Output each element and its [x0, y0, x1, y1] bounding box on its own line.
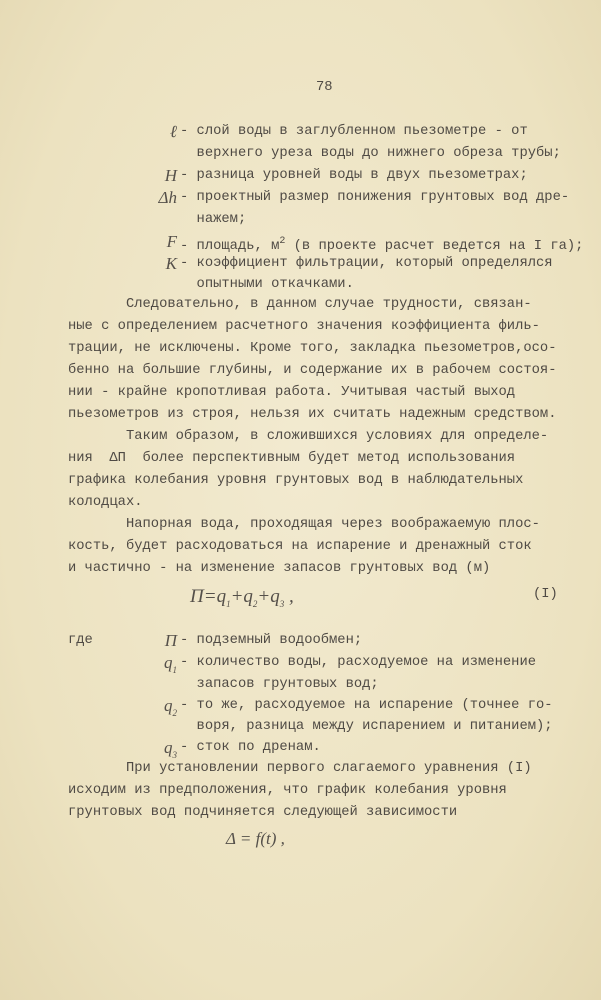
eq-term: q: [243, 586, 253, 607]
definition-text: - подземный водообмен;: [180, 633, 363, 648]
eq-comma: ,: [284, 586, 294, 607]
eq-term: q: [270, 586, 280, 607]
body-line: и частично - на изменение запасов грунтовых вод (м): [68, 561, 491, 576]
definition-text: - разница уровней воды в двух пьезометрах;: [180, 168, 528, 183]
symbol: q: [164, 696, 173, 715]
body-line: Следовательно, в данном случае трудности, связан-: [68, 297, 532, 312]
body-line: ния ΔП более перспективным будет метод использования: [68, 451, 516, 466]
definition-text: - то же, расходуемое на испарение (точнее го-: [180, 698, 553, 713]
body-line: исходим из предположения, что график колебания уровня: [68, 783, 507, 798]
subscript: 3: [172, 750, 177, 760]
symbol: q: [164, 653, 173, 672]
symbol-delta-h: Δh: [158, 188, 177, 207]
definition-text: опытными откачками.: [180, 277, 354, 292]
where-label: где: [68, 633, 93, 648]
body-line: колодцах.: [68, 495, 143, 510]
body-line: Таким образом, в сложившихся условиях для определе-: [68, 429, 549, 444]
symbol-l: ℓ: [169, 122, 177, 141]
eq-sign: =: [203, 586, 217, 607]
eq-sign: +: [230, 586, 244, 607]
body-line: грунтовых вод подчиняется следующей зависимости: [68, 805, 458, 820]
body-line: нии - крайне кропотливая работа. Учитывая частый выход: [68, 385, 516, 400]
definition-text: запасов грунтовых вод;: [180, 677, 379, 692]
subscript: 1: [172, 665, 177, 675]
body-line: кость, будет расходоваться на испарение и дренажный сток: [68, 539, 532, 554]
subscript: 2: [172, 708, 177, 718]
symbol-q1: [127, 654, 177, 679]
eq-term: П: [190, 586, 204, 607]
eq-sign: +: [257, 586, 271, 607]
definition-text: [180, 233, 583, 256]
definition-text: - слой воды в заглубленном пьезометре - от: [180, 124, 528, 139]
symbol-P: П: [164, 631, 177, 650]
symbol-q2: [127, 697, 177, 722]
equation-number: (I): [533, 587, 558, 602]
definition-text: - количество воды, расходуемое на изменение: [180, 655, 537, 670]
definition-text: верхнего уреза воды до нижнего обреза трубы;: [180, 146, 561, 161]
body-line: бенно на большие глубины, и содержание их в рабочем состоя-: [68, 363, 557, 378]
definition-part: - площадь, м: [180, 239, 280, 254]
eq-subscript: 2: [252, 599, 258, 609]
definition-part: (в проекте расчет ведется на I га);: [285, 239, 584, 254]
equation-2: Δ = f(t) ,: [226, 829, 285, 848]
body-line: Напорная вода, проходящая через воображаемую плос-: [68, 517, 540, 532]
body-line: графика колебания уровня грунтовых вод в наблюдательных: [68, 473, 524, 488]
body-line: трации, не исключены. Кроме того, закладка пьезометров,осо-: [68, 341, 557, 356]
definition-text: - сток по дренам.: [180, 740, 321, 755]
definition-text: - коэффициент фильтрации, который определялся: [180, 256, 553, 271]
eq-subscript: 1: [226, 599, 231, 609]
body-line: При установлении первого слагаемого уравнения (I): [68, 761, 532, 776]
eq-term: q: [216, 586, 227, 607]
definition-text: воря, разница между испарением и питанием);: [180, 719, 553, 734]
superscript: 2: [279, 236, 286, 247]
symbol-K: K: [165, 254, 177, 273]
equation-1: [190, 586, 294, 609]
symbol-F: F: [166, 232, 177, 251]
symbol: q: [164, 738, 173, 757]
definition-text: - проектный размер понижения грунтовых вод дре-: [180, 190, 570, 205]
definition-text: нажем;: [180, 212, 247, 227]
body-line: ные с определением расчетного значения коэффициента филь-: [68, 319, 540, 334]
eq-subscript: 3: [279, 599, 285, 609]
body-line: пьезометров из строя, нельзя их считать надежным средством.: [68, 407, 557, 422]
symbol-H: H: [164, 166, 177, 185]
page-number: 78: [316, 80, 333, 95]
